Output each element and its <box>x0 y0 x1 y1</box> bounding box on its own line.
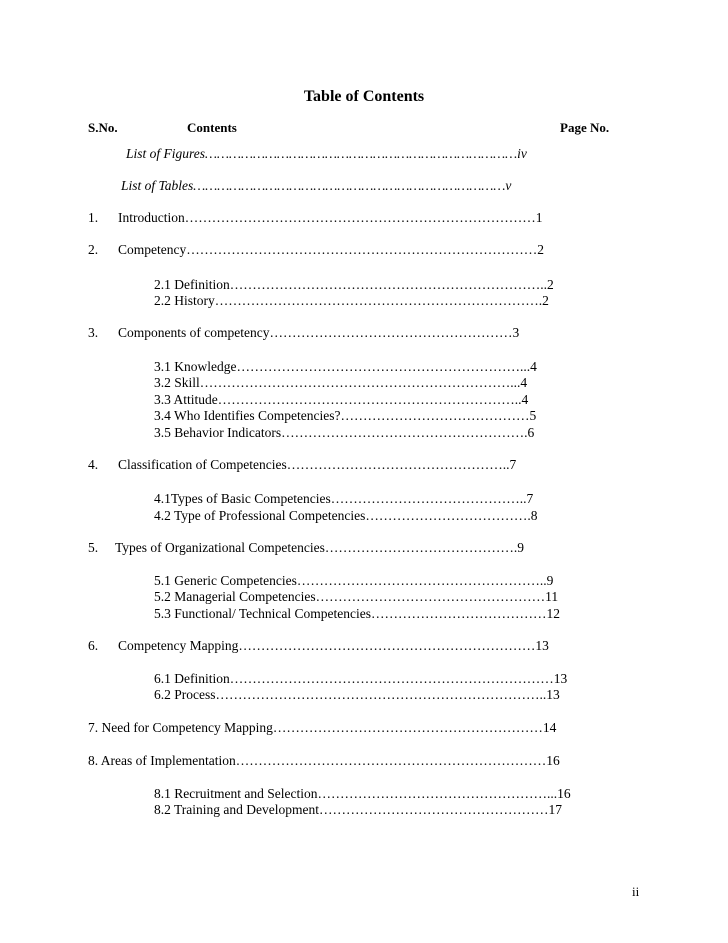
toc-section-number: 1. <box>88 210 99 225</box>
contents-header: Contents <box>187 120 237 135</box>
toc-subentry[interactable]: 6.1 Definition………………………………………………………………13 <box>154 671 568 686</box>
toc-section-number: 5. <box>88 540 99 555</box>
page-no-header: Page No. <box>560 120 610 135</box>
toc-entry-components[interactable]: Components of competency………………………………………………3 <box>118 325 520 340</box>
toc-subentry[interactable]: 4.2 Type of Professional Competencies……………………………….8 <box>154 508 538 523</box>
toc-subentry[interactable]: 6.2 Process………………………………………………………………..13 <box>154 687 560 702</box>
toc-entry-need[interactable]: 7. Need for Competency Mapping……………………………………………………14 <box>88 720 557 735</box>
sno-header: S.No. <box>88 120 118 135</box>
toc-subentry[interactable]: 8.1 Recruitment and Selection……………………………………………...16 <box>154 786 571 801</box>
toc-entry-classification[interactable]: Classification of Competencies…………………………………………..7 <box>118 457 517 472</box>
toc-section-number: 2. <box>88 242 99 257</box>
toc-subentry[interactable]: 4.1Types of Basic Competencies……………………………………..7 <box>154 491 534 506</box>
toc-subentry[interactable]: 2.1 Definition……………………………………………………………..2 <box>154 277 554 292</box>
toc-subentry[interactable]: 3.3 Attitude…………………………………………………………..4 <box>154 392 529 407</box>
toc-subentry[interactable]: 2.2 History……………………………………………………………….2 <box>154 293 549 308</box>
toc-subentry[interactable]: 5.2 Managerial Competencies……………………………………………11 <box>154 589 559 604</box>
toc-entry-competency[interactable]: Competency……………………………………………………………………2 <box>118 242 544 257</box>
toc-entry-implementation[interactable]: 8. Areas of Implementation……………………………………………………………16 <box>88 753 560 768</box>
toc-entry-mapping[interactable]: Competency Mapping…………………………………………………………13 <box>118 638 549 653</box>
toc-subentry[interactable]: 5.3 Functional/ Technical Competencies…………………………………12 <box>154 606 561 621</box>
toc-section-number: 6. <box>88 638 99 653</box>
toc-subentry[interactable]: 3.4 Who Identifies Competencies?……………………………………5 <box>154 408 537 423</box>
toc-subentry[interactable]: 3.1 Knowledge………………………………………………………...4 <box>154 359 537 374</box>
toc-subentry[interactable]: 3.5 Behavior Indicators……………………………………………….6 <box>154 425 535 440</box>
toc-list-of-tables[interactable]: List of Tables……………………………………………………………………v <box>121 178 512 193</box>
toc-section-number: 4. <box>88 457 99 472</box>
page-title: Table of Contents <box>303 88 425 105</box>
toc-entry-introduction[interactable]: Introduction……………………………………………………………………1 <box>118 210 543 225</box>
page-number: ii <box>632 884 640 899</box>
toc-entry-organizational[interactable]: Types of Organizational Competencies…………………………………….9 <box>115 540 524 555</box>
toc-section-number: 3. <box>88 325 99 340</box>
toc-subentry[interactable]: 8.2 Training and Development……………………………………………17 <box>154 802 562 817</box>
toc-subentry[interactable]: 3.2 Skill……………………………………………………………...4 <box>154 375 528 390</box>
toc-subentry[interactable]: 5.1 Generic Competencies………………………………………………..9 <box>154 573 554 588</box>
toc-list-of-figures[interactable]: List of Figures……………………………………………………………………iv <box>126 146 527 161</box>
